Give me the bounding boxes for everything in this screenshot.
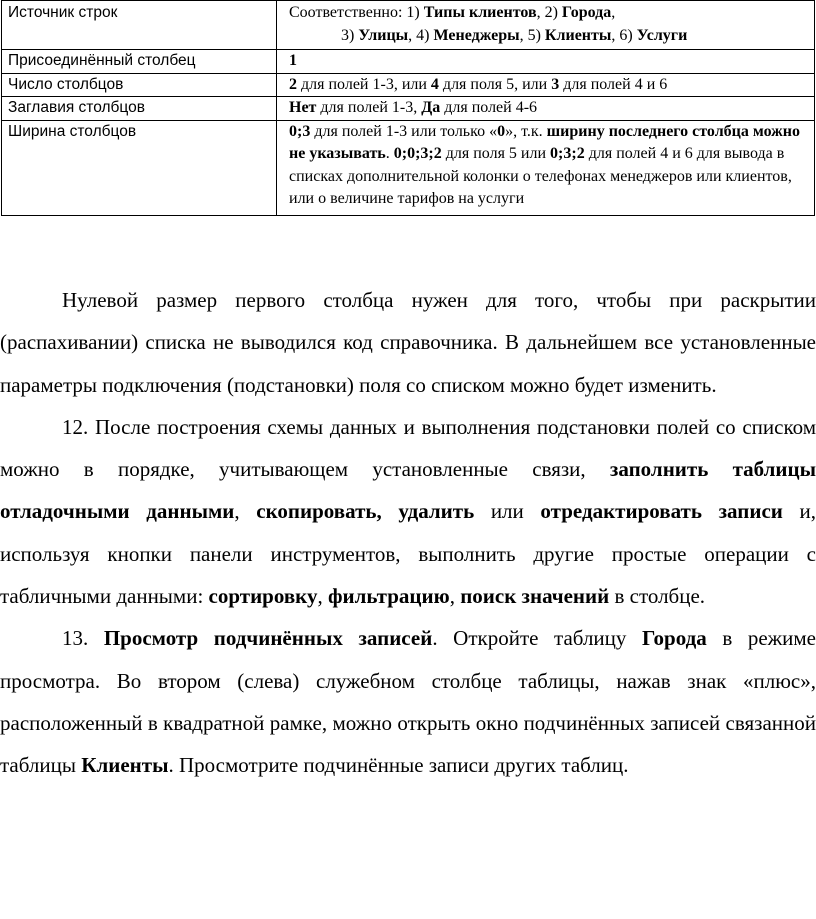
paragraph-step-12: 12. После построения схемы данных и выполнения подстановки полей со списком можно в порядке, учитывающем установленные связи, заполнить таблицы отладочными данными, скопировать, удалить или отредактировать записи и, используя кнопки панели инструментов, выполнить другие простые операции с табличными данными: сортировку, фильтрацию, поиск значений в столбце. [0,414,816,609]
paragraph-step-13: 13. Просмотр подчинённых записей. Откройте таблицу Города в режиме просмотра. Во втором (слева) служебном столбце таблицы, нажав знак «плюс», расположенный в квадратной рамке, можно открыть окно подчинённых записей связанной таблицы Клиенты. Просмотрите подчинённые записи других таблиц. [0,626,816,778]
property-value: 1 [277,50,815,74]
paragraph-zero-width-note: Нулевой размер первого столбца нужен для того, чтобы при раскрытии (распахивании) списка не выводился код справочника. В дальнейшем все установленные параметры подключения (подстановки) поля со списком можно будет изменить. [0,288,816,397]
property-label: Присоединённый столбец [2,50,277,74]
table-row [2,50,815,74]
property-value: Нет для полей 1-3, Да для полей 4-6 [277,97,815,121]
property-label: Ширина столбцов [2,120,277,215]
property-label: Заглавия столбцов [2,97,277,121]
table-row [2,120,815,215]
property-value: 2 для полей 1-3, или 4 для поля 5, или 3 для полей 4 и 6 [277,73,815,97]
table-row [2,73,815,97]
property-label: Число столбцов [2,73,277,97]
property-value: 0;3 для полей 1-3 или только «0», т.к. ширину последнего столбца можно не указывать. 0;0;3;2 для поля 5 или 0;3;2 для полей 4 и 6 для вывода в списках дополнительной колонки о телефонах менеджеров или клиентов, или о величине тарифов на услуги [277,120,815,215]
table-row [2,97,815,121]
lookup-properties-table [1,0,815,216]
property-label: Источник строк [2,1,277,50]
body-text [0,279,816,787]
table-row [2,1,815,50]
property-value: Соответственно: 1) Типы клиентов, 2) Города, 3) Улицы, 4) Менеджеры, 5) Клиенты, 6) Услуги [277,1,815,50]
